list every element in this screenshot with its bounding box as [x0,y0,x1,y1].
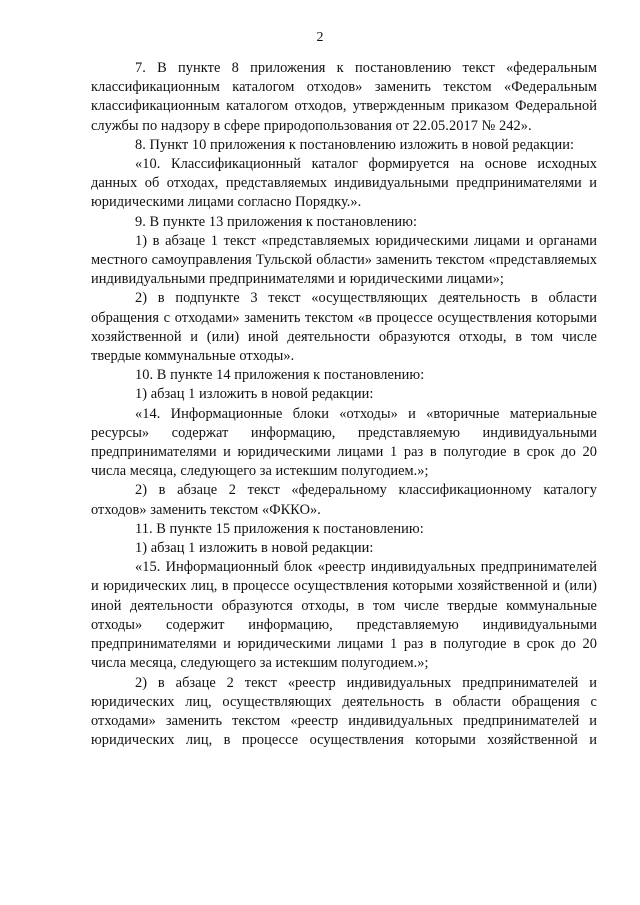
paragraph-item-10-text: «14. Информационные блоки «отходы» и «вторичные материальные ресурсы» содержат информацию, представляемую индивидуальными предпринимателями и юридическими лицами 1 раз в полугодие в срок до 20 числа месяца, следующего за истекшим полугодием.»; [91,405,597,480]
paragraph-item-10-sub-1: 1) абзац 1 изложить в новой редакции: [135,386,374,403]
paragraph-item-10: 10. В пункте 14 приложения к постановлению: [135,367,425,384]
page-number: 2 [316,30,324,45]
paragraph-item-9-sub-1: 1) в абзаце 1 текст «представляемых юридическими лицами и органами местного самоуправления Тульской области» заменить текстом «представляемых индивидуальными предпринимателями и юридическими лицами»; [91,232,597,288]
paragraph-item-8-text: «10. Классификационный каталог формируется на основе исходных данных об отходах, представляемых индивидуальными предпринимателями и юридическими лицами согласно Порядку.». [91,156,597,211]
paragraph-item-7: 7. В пункте 8 приложения к постановлению текст «федеральным классификационным каталогом отходов» заменить текстом «Федеральным классификационным каталогом отходов, утвержденным приказом Федеральной службы по надзору в сфере природопользования от 22.05.2017 № 242». [91,60,597,134]
paragraph-item-11-text: «15. Информационный блок «реестр индивидуальных предпринимателей и юридических лиц, в процессе осуществления которыми хозяйственной и (или) иной деятельности образуются отходы, в том числе твердые коммунальные отходы» содержит информацию, представляемую индивидуальными предпринимателями и юридическими лицами 1 раз в полугодие в срок до 20 числа месяца, следующего за истекшим полугодием.»; [91,559,597,672]
paragraph-item-9: 9. В пункте 13 приложения к постановлению: [135,213,418,230]
paragraph-item-8: 8. Пункт 10 приложения к постановлению изложить в новой редакции: [135,136,575,153]
paragraph-item-11-sub-1: 1) абзац 1 изложить в новой редакции: [135,540,374,557]
paragraph-item-9-sub-2: 2) в подпункте 3 текст «осуществляющих деятельность в области обращения с отходами» заменить текстом «в процессе осуществления которыми хозяйственной и (или) иной деятельности образуются отходы, в том числе твердые коммунальные отходы». [91,290,597,365]
paragraph-item-10-sub-2: 2) в абзаце 2 текст «федеральному классификационному каталогу отходов» заменить текстом «ФККО». [91,482,597,518]
paragraph-item-11-sub-2: 2) в абзаце 2 текст «реестр индивидуальных предпринимателей и юридических лиц, осуществляющих деятельность в области обращения с отходами» заменить текстом «реестр индивидуальных предпринимателей и юридических лиц, в процессе осуществления которыми хозяйственной и [91,674,597,749]
paragraph-item-11: 11. В пункте 15 приложения к постановлению: [135,520,424,537]
document-body [91,59,597,750]
